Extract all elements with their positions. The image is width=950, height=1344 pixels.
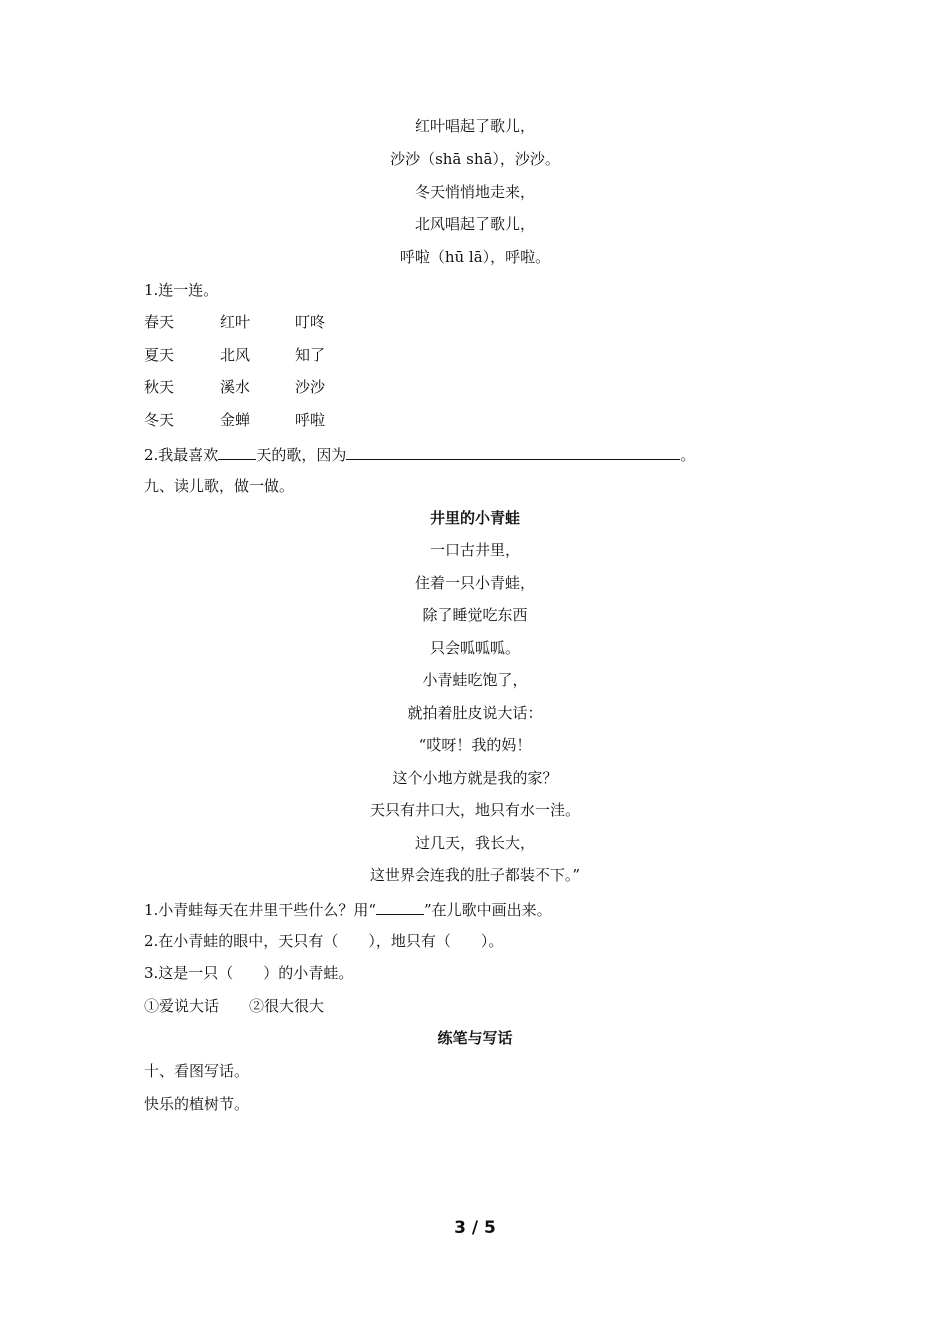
season-winter: 冬天 bbox=[144, 411, 175, 429]
poem1-line-1: 红叶唱起了歌儿， bbox=[414, 117, 535, 135]
section-9-heading: 九、读儿歌，做一做。 bbox=[144, 477, 295, 495]
poem2-line-2: 住着一只小青蛙， bbox=[414, 574, 535, 592]
poem1-line-5: 呼啦（hū lā），呼啦。 bbox=[399, 248, 551, 266]
season-autumn: 秋天 bbox=[144, 378, 175, 396]
reason-blank[interactable] bbox=[346, 443, 680, 460]
singer-red-leaf: 红叶 bbox=[220, 313, 251, 331]
section-10-heading: 十、看图写话。 bbox=[144, 1062, 250, 1080]
favorite-prefix: 2.我最喜欢 bbox=[144, 446, 219, 464]
poem1-line-2: 沙沙（shā shā），沙沙。 bbox=[390, 150, 560, 168]
poem1-line-4: 北风唱起了歌儿， bbox=[414, 215, 535, 233]
poem2-line-11: 这世界会连我的肚子都装不下。” bbox=[369, 866, 581, 884]
season-summer: 夏天 bbox=[144, 346, 175, 364]
poem2-line-6: 就拍着肚皮说大话： bbox=[407, 704, 543, 722]
poem2-line-8: 这个小地方就是我的家？ bbox=[392, 769, 558, 787]
underline-sample bbox=[376, 898, 424, 915]
poem2-line-5: 小青蛙吃饱了， bbox=[422, 671, 528, 689]
question-connect: 1.连一连。 bbox=[144, 281, 219, 299]
singer-cicada: 金蝉 bbox=[220, 411, 251, 429]
season-blank[interactable] bbox=[218, 443, 256, 460]
question-frog-type: 3.这是一只（ ）的小青蛙。 bbox=[144, 964, 354, 982]
singer-north-wind: 北风 bbox=[220, 346, 251, 364]
poem2-line-1: 一口古井里， bbox=[429, 541, 520, 559]
page-number: 3 / 5 bbox=[454, 1218, 496, 1238]
poem2-line-3: 除了睡觉吃东西 bbox=[422, 606, 528, 624]
question-favorite-song bbox=[144, 443, 695, 465]
question-underline bbox=[144, 898, 552, 920]
underline-suffix: ”在儿歌中画出来。 bbox=[423, 901, 552, 919]
favorite-middle: 天的歌，因为 bbox=[256, 446, 347, 464]
season-spring: 春天 bbox=[144, 313, 175, 331]
favorite-end: 。 bbox=[680, 446, 696, 464]
sound-shasha: 沙沙 bbox=[295, 378, 326, 396]
poem-title: 井里的小青蛙 bbox=[429, 509, 520, 527]
sound-dingdong: 叮咚 bbox=[295, 313, 326, 331]
writing-title: 练笔与写话 bbox=[437, 1029, 513, 1047]
question-sky-ground: 2.在小青蛙的眼中，天只有（ ），地只有（ ）。 bbox=[144, 932, 504, 950]
poem1-line-3: 冬天悄悄地走来， bbox=[414, 183, 535, 201]
poem2-line-4: 只会呱呱呱。 bbox=[429, 639, 520, 657]
sound-hula: 呼啦 bbox=[295, 411, 326, 429]
poem2-line-7: “哎呀！我的妈！ bbox=[418, 736, 532, 754]
underline-prefix: 1.小青蛙每天在井里干些什么？用“ bbox=[144, 901, 376, 919]
poem2-line-10: 过几天，我长大， bbox=[414, 834, 535, 852]
poem2-line-9: 天只有井口大，地只有水一洼。 bbox=[369, 801, 580, 819]
writing-topic: 快乐的植树节。 bbox=[144, 1095, 250, 1113]
sound-zhiliao: 知了 bbox=[295, 346, 326, 364]
singer-stream: 溪水 bbox=[220, 378, 251, 396]
answer-options: ①爱说大话 ②很大很大 bbox=[144, 997, 325, 1015]
